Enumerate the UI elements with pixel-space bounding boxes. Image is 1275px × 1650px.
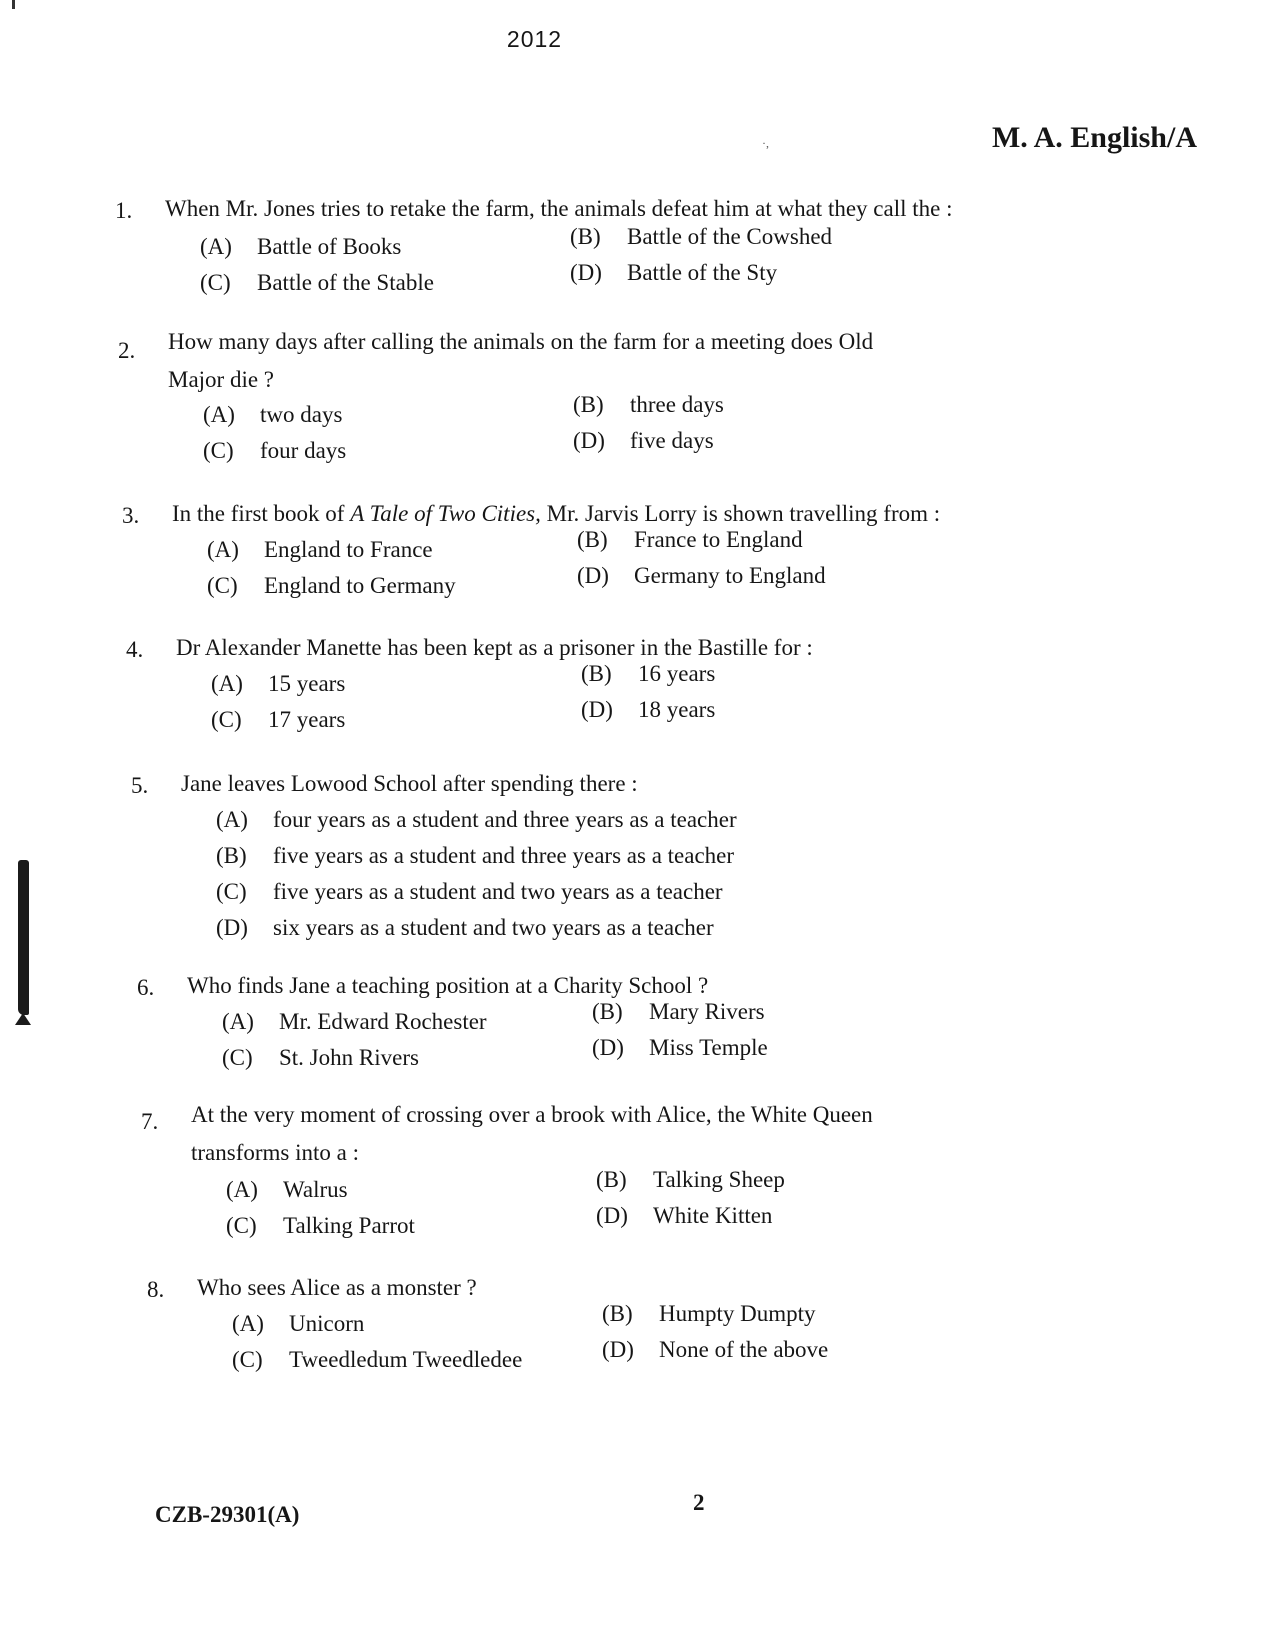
binding-mark [18,860,29,1015]
question-text: Who finds Jane a teaching position at a Charity School ? [187,973,709,998]
exam-subject-title: M. A. English/A [991,121,1197,154]
option-d: (D) Battle of the Sty [570,260,778,285]
option-b: (B) 16 years [581,661,716,686]
question-text: How many days after calling the animals on the farm for a meeting does Old Major die ? [168,329,874,392]
question-text: Dr Alexander Manette has been kept as a prisoner in the Bastille for : [176,635,813,660]
option-a: (A) 15 years [211,671,346,696]
question-number: 7. [141,1109,159,1134]
options-grid [226,1167,936,1246]
question-number: 5. [131,773,149,798]
page-number: 2 [693,1490,705,1515]
question-6 [137,970,977,1078]
question-number: 6. [137,975,155,1000]
option-d: (D) None of the above [602,1337,829,1362]
options-grid [211,661,966,740]
question-number: 3. [122,503,140,528]
question-4 [126,632,966,740]
option-d: (D) Germany to England [577,563,826,588]
question-number: 1. [115,198,133,223]
option-c: (C) Talking Parrot [226,1213,415,1238]
option-a: (A) Walrus [226,1177,348,1202]
option-b: (B) five years as a student and three years as a teacher [216,843,735,868]
option-c: (C) Battle of the Stable [200,270,434,295]
scan-speck: ·, [762,136,769,150]
option-c: (C) Tweedledum Tweedledee [232,1347,523,1372]
question-text: At the very moment of crossing over a brook with Alice, the White Queen transforms into a : [191,1102,873,1165]
option-a: (A) two days [203,402,343,427]
question-text: Jane leaves Lowood School after spending there : [181,771,638,796]
option-b: (B) Mary Rivers [592,999,765,1024]
option-b: (B) Battle of the Cowshed [570,224,833,249]
exam-year: 2012 [506,26,563,52]
option-d: (D) six years as a student and two years as a teacher [216,915,714,940]
question-8 [147,1272,987,1380]
question-text: When Mr. Jones tries to retake the farm, the animals defeat him at what they call the : [165,196,953,221]
option-a: (A) England to France [207,537,433,562]
option-c: (C) five years as a student and two years as a teacher [216,879,723,904]
options-grid [200,224,955,303]
options-grid [207,527,962,606]
question-text: In the first book of A Tale of Two Cities, Mr. Jarvis Lorry is shown travelling from : [172,501,941,526]
options-grid [203,392,913,471]
question-3 [122,498,962,606]
option-c: (C) 17 years [211,707,346,732]
option-a: (A) four years as a student and three years as a teacher [216,807,737,832]
options-list [216,804,971,948]
option-d: (D) White Kitten [596,1203,773,1228]
question-number: 8. [147,1277,165,1302]
option-a: (A) Battle of Books [200,234,402,259]
option-a: (A) Mr. Edward Rochester [222,1009,487,1034]
option-d: (D) Miss Temple [592,1035,768,1060]
option-b: (B) Talking Sheep [596,1167,785,1192]
question-number: 2. [118,338,136,363]
option-d: (D) 18 years [581,697,716,722]
question-number: 4. [126,637,144,662]
options-grid [232,1301,987,1380]
scan-corner-mark [12,0,15,9]
option-a: (A) Unicorn [232,1311,365,1336]
question-1 [115,193,955,303]
question-2 [118,323,913,471]
option-c: (C) four days [203,438,347,463]
option-c: (C) St. John Rivers [222,1045,419,1070]
option-d: (D) five days [573,428,714,453]
question-5 [131,768,971,948]
question-text: Who sees Alice as a monster ? [197,1275,477,1300]
option-b: (B) France to England [577,527,803,552]
option-c: (C) England to Germany [207,573,456,598]
option-b: (B) three days [573,392,724,417]
paper-code: CZB-29301(A) [155,1502,300,1527]
options-grid [222,999,977,1078]
question-7 [141,1096,936,1246]
option-b: (B) Humpty Dumpty [602,1301,816,1326]
